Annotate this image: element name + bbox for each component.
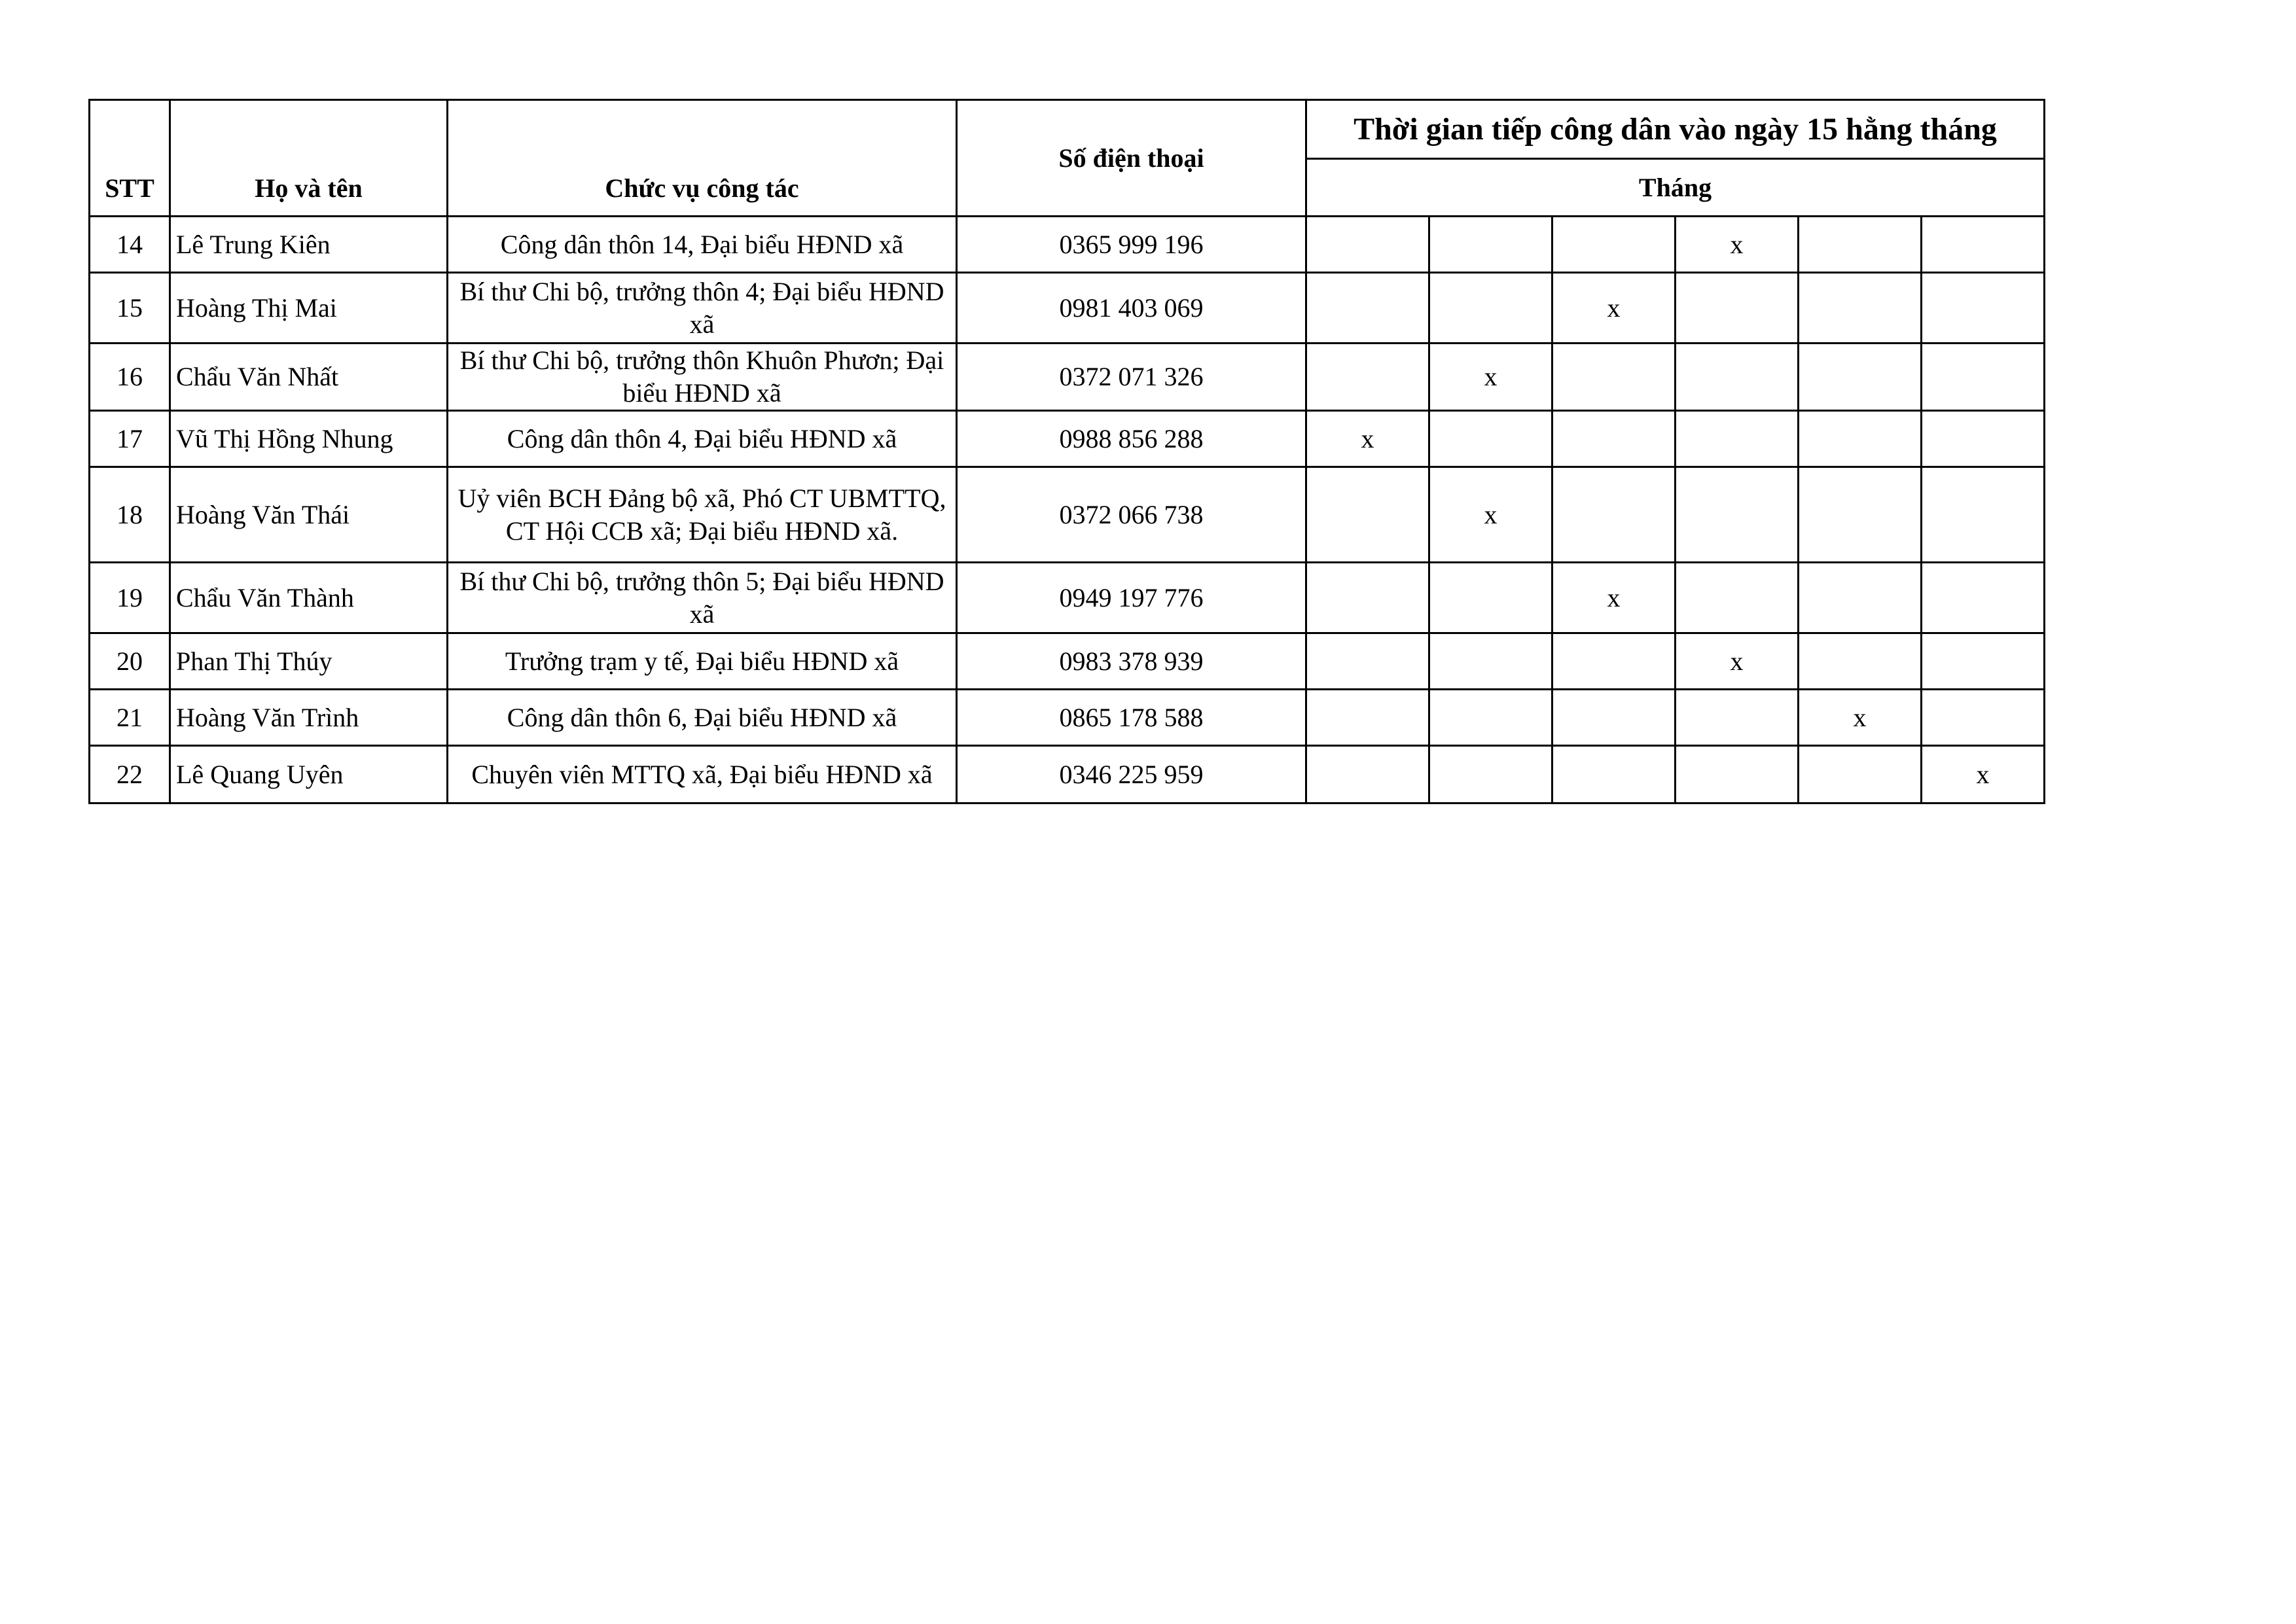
cell-month-mark <box>1429 633 1552 690</box>
cell-name: Vũ Thị Hồng Nhung <box>170 411 448 467</box>
cell-month-mark <box>1676 746 1799 803</box>
cell-month-mark <box>1922 563 2045 633</box>
cell-month-mark: x <box>1676 633 1799 690</box>
cell-month-mark <box>1799 746 1922 803</box>
table-row <box>90 411 2045 467</box>
cell-month-mark <box>1306 467 1429 563</box>
cell-month-mark <box>1552 217 1676 273</box>
cell-month-mark <box>1922 467 2045 563</box>
header-schedule-title: Thời gian tiếp công dân vào ngày 15 hằng tháng <box>1306 100 2045 159</box>
cell-month-mark <box>1799 217 1922 273</box>
cell-month-mark <box>1429 273 1552 344</box>
cell-month-mark <box>1799 273 1922 344</box>
cell-name: Chẩu Văn Thành <box>170 563 448 633</box>
cell-month-mark <box>1922 690 2045 746</box>
cell-phone: 0988 856 288 <box>957 411 1306 467</box>
table-row <box>90 467 2045 563</box>
cell-month-mark <box>1429 217 1552 273</box>
cell-stt: 20 <box>90 633 170 690</box>
cell-month-mark <box>1799 411 1922 467</box>
cell-month-mark <box>1922 411 2045 467</box>
cell-name: Lê Quang Uyên <box>170 746 448 803</box>
cell-month-mark <box>1676 563 1799 633</box>
cell-position: Bí thư Chi bộ, trưởng thôn Khuôn Phươn; Đại biểu HĐND xã <box>448 344 957 411</box>
cell-month-mark <box>1306 273 1429 344</box>
cell-month-mark <box>1922 273 2045 344</box>
cell-month-mark <box>1799 633 1922 690</box>
cell-month-mark <box>1306 690 1429 746</box>
table-row <box>90 273 2045 344</box>
cell-month-mark <box>1429 746 1552 803</box>
cell-month-mark: x <box>1429 467 1552 563</box>
cell-month-mark <box>1306 563 1429 633</box>
cell-month-mark: x <box>1429 344 1552 411</box>
cell-month-mark <box>1306 344 1429 411</box>
cell-stt: 16 <box>90 344 170 411</box>
header-position: Chức vụ công tác <box>448 100 957 217</box>
cell-phone: 0346 225 959 <box>957 746 1306 803</box>
cell-phone: 0372 066 738 <box>957 467 1306 563</box>
cell-position: Uỷ viên BCH Đảng bộ xã, Phó CT UBMTTQ, CT Hội CCB xã; Đại biểu HĐND xã. <box>448 467 957 563</box>
table-row <box>90 746 2045 803</box>
cell-phone: 0365 999 196 <box>957 217 1306 273</box>
cell-month-mark <box>1799 467 1922 563</box>
cell-month-mark <box>1306 217 1429 273</box>
cell-month-mark: x <box>1552 563 1676 633</box>
cell-phone: 0983 378 939 <box>957 633 1306 690</box>
cell-month-mark <box>1306 633 1429 690</box>
cell-month-mark <box>1676 273 1799 344</box>
cell-stt: 21 <box>90 690 170 746</box>
cell-name: Hoàng Văn Trình <box>170 690 448 746</box>
cell-position: Công dân thôn 6, Đại biểu HĐND xã <box>448 690 957 746</box>
cell-stt: 14 <box>90 217 170 273</box>
cell-stt: 18 <box>90 467 170 563</box>
cell-name: Phan Thị Thúy <box>170 633 448 690</box>
cell-month-mark <box>1922 217 2045 273</box>
cell-month-mark <box>1922 344 2045 411</box>
cell-phone: 0372 071 326 <box>957 344 1306 411</box>
cell-month-mark <box>1676 411 1799 467</box>
table-row <box>90 344 2045 411</box>
cell-stt: 19 <box>90 563 170 633</box>
cell-position: Trưởng trạm y tế, Đại biểu HĐND xã <box>448 633 957 690</box>
cell-phone: 0981 403 069 <box>957 273 1306 344</box>
cell-month-mark <box>1676 344 1799 411</box>
cell-month-mark <box>1552 633 1676 690</box>
cell-position: Công dân thôn 14, Đại biểu HĐND xã <box>448 217 957 273</box>
cell-month-mark <box>1676 467 1799 563</box>
cell-month-mark <box>1429 690 1552 746</box>
cell-month-mark <box>1552 746 1676 803</box>
cell-month-mark: x <box>1922 746 2045 803</box>
cell-month-mark <box>1799 344 1922 411</box>
cell-month-mark <box>1552 690 1676 746</box>
cell-name: Lê Trung Kiên <box>170 217 448 273</box>
cell-position: Bí thư Chi bộ, trưởng thôn 5; Đại biểu HĐND xã <box>448 563 957 633</box>
header-name: Họ và tên <box>170 100 448 217</box>
cell-stt: 15 <box>90 273 170 344</box>
cell-phone: 0949 197 776 <box>957 563 1306 633</box>
cell-month-mark <box>1552 467 1676 563</box>
header-stt: STT <box>90 100 170 217</box>
cell-stt: 22 <box>90 746 170 803</box>
cell-month-mark: x <box>1552 273 1676 344</box>
cell-month-mark <box>1552 411 1676 467</box>
cell-month-mark: x <box>1676 217 1799 273</box>
cell-phone: 0865 178 588 <box>957 690 1306 746</box>
cell-month-mark: x <box>1306 411 1429 467</box>
cell-month-mark: x <box>1799 690 1922 746</box>
cell-stt: 17 <box>90 411 170 467</box>
cell-month-mark <box>1676 690 1799 746</box>
table-row <box>90 563 2045 633</box>
table-row <box>90 633 2045 690</box>
cell-position: Công dân thôn 4, Đại biểu HĐND xã <box>448 411 957 467</box>
header-phone: Số điện thoại <box>957 100 1306 217</box>
cell-month-mark <box>1922 633 2045 690</box>
cell-name: Hoàng Văn Thái <box>170 467 448 563</box>
citizen-reception-table <box>88 99 2045 804</box>
cell-month-mark <box>1306 746 1429 803</box>
cell-position: Chuyên viên MTTQ xã, Đại biểu HĐND xã <box>448 746 957 803</box>
cell-position: Bí thư Chi bộ, trưởng thôn 4; Đại biểu HĐND xã <box>448 273 957 344</box>
table-row <box>90 217 2045 273</box>
table-row <box>90 690 2045 746</box>
cell-name: Hoàng Thị Mai <box>170 273 448 344</box>
cell-month-mark <box>1799 563 1922 633</box>
cell-name: Chẩu Văn Nhất <box>170 344 448 411</box>
cell-month-mark <box>1429 563 1552 633</box>
header-month: Tháng <box>1306 159 2045 217</box>
cell-month-mark <box>1429 411 1552 467</box>
cell-month-mark <box>1552 344 1676 411</box>
